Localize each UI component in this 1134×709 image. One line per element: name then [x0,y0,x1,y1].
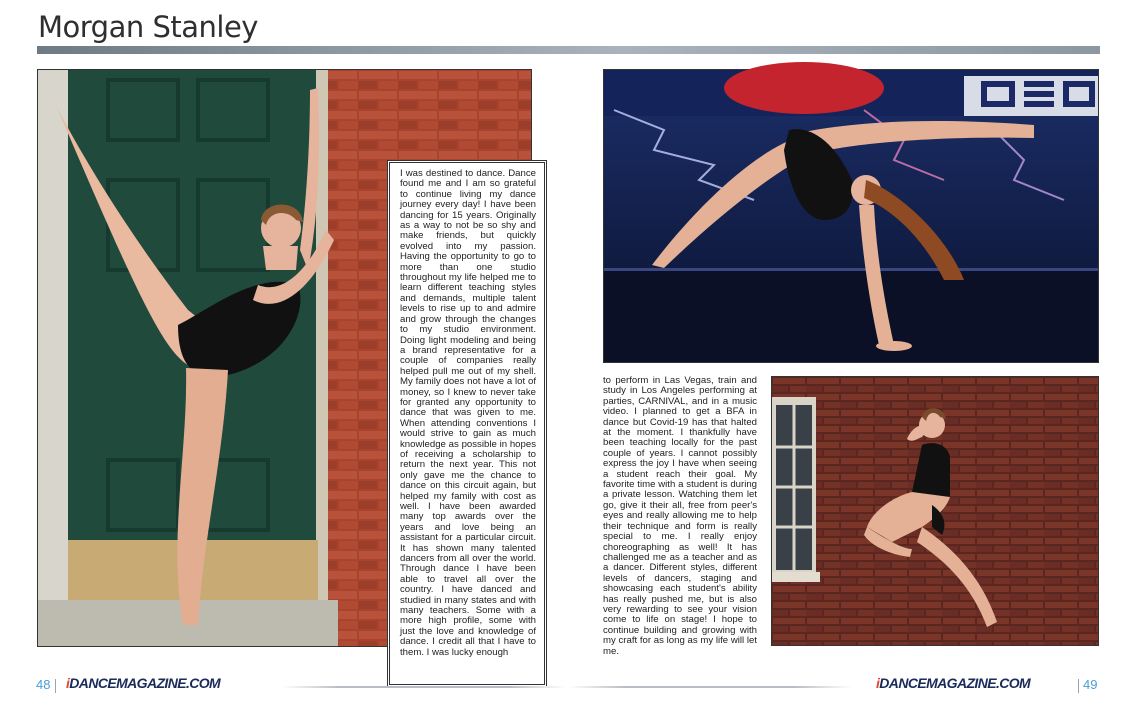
logo-wordmark: DANCEMAGAZINE.COM [69,675,221,691]
page-number-left: 48 [36,677,51,692]
magazine-logo-right[interactable] [876,675,1030,691]
page-title: Morgan Stanley [38,10,258,44]
logo-wordmark: DANCEMAGAZINE.COM [879,675,1031,691]
title-underline [37,46,1100,54]
page-number-divider-right [1078,679,1079,693]
article-left-column: I was destined to dance. Dance found me and I am so grateful to continue living my dance journey every day! I have been dancing for 15 years. Originally as a way to not be so shy and make friends, but quickly evolved into my passion. Having the opportunity to go to more than one studio throughout my life helped me to learn different teaching styles and demands, multiple talent levels to rise up to and admire and grow through the changes to my studio environment. Doing light modeling and being a brand representative for a couple of companies really helped pull me out of my shell. My family does not have a lot of money, so I knew to never take for granted any opportunity to dance that was given to me. When attending conventions I would strive to gain as much knowledge as possible in hopes of receiving a scholarship to return the next year. This not only gave me the chance to dance on this circuit again, but helped my family with cost as well. I have been awarded many top awards over the years and love being an assistant for a particular circuit. It has shown many talented dancers from all over the world. Through dance I have been able to travel all over the country. I have danced and studied in many states and with many teachers. Some with a more high profile, some with just the love and knowledge of dance. I credit all that I have to them. I was lucky enough [400,168,536,658]
magazine-logo-left[interactable] [66,675,220,691]
logo-i-glyph: i [876,675,880,691]
article-text-box [387,160,547,687]
page-number-divider-left [55,679,56,693]
photo-dancer-doorway [37,69,536,658]
article-right-column-container [603,376,757,657]
article-right-column: to perform in Las Vegas, train and study in Los Angeles performing at parties, CARNIVAL, and in a music video. I planned to get a BFA in dance but Covid-19 has that halted at the moment. I thankfully have been teaching locally for the past couple of years. I cannot possibly express the joy I have when seeing a student reach their goal. My favorite time with a student is during a private lesson. Watching them let go, give it their all, free from peer's eyes and really allowing me to help their technique and form is really special to me. I really enjoy choreographing as well! It has challenged me as a teacher and as a dancer. Different styles, different levels of dancers, staging and showcasing each student's ability has really pushed me, but is also very rewarding to see your vision come to life on stage! I hope to continue building and growing with my craft for as long as my life will let me. [603,375,757,657]
logo-i-glyph: i [66,675,70,691]
footer-separator-right [568,686,852,688]
photo-dancer-leap [771,376,1099,646]
page-number-right: 49 [1083,677,1098,692]
footer-separator-left [282,686,566,688]
photo-dancer-stage [603,69,1099,363]
